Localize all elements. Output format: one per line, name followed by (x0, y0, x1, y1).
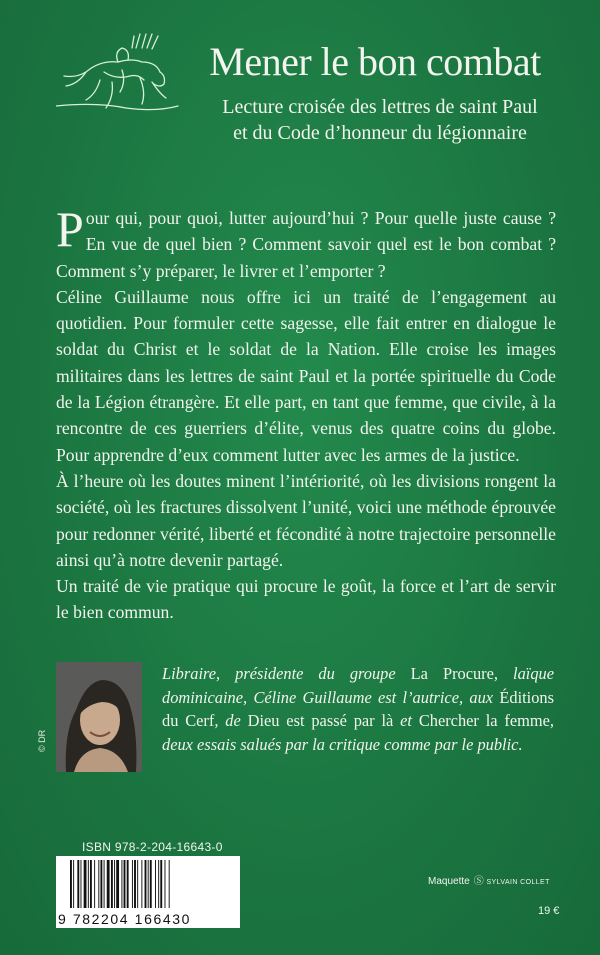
designer-credit (428, 872, 550, 887)
designer-logo-icon: Ⓢ (473, 876, 484, 887)
horseman-logo-icon (56, 32, 180, 120)
blurb-paragraph: Céline Guillaume nous offre ici un traité de l’engagement au quotidien. Pour formuler cette sagesse, elle fait entrer en dialogue le soldat du Christ et le soldat de la Nation. Elle croise les images militaires dans les lettres de saint Paul et la portée spirituelle du Code de la Légion étrangère. Et elle part, en tant que femme, que civile, à la rencontre de ces guerriers d’élite, venus des quatre coins du globe. Pour apprendre d’eux comment lutter avec les armes de la justice. (56, 286, 556, 465)
author-photo (56, 662, 142, 772)
photo-credit: © DR (37, 729, 47, 752)
author-bio: Libraire, présidente du groupe La Procure, laïque dominicaine, Céline Guillaume est l’autrice, aux Éditions du Cerf, de Dieu est passé par là et Chercher la femme, deux essais salués par la critique comme par le public. (162, 664, 554, 754)
book-subtitle (170, 94, 590, 146)
dropcap: P (56, 201, 84, 257)
blurb-paragraph: Un traité de vie pratique qui procure le goût, la force et l’art de servir le bien commun. (56, 576, 556, 623)
back-cover-blurb (56, 201, 556, 626)
price: 19 € (538, 905, 560, 917)
barcode (56, 856, 240, 928)
book-title: Mener le bon combat (209, 39, 541, 84)
maquette-label: Maquette (428, 876, 470, 887)
barcode-bars (56, 856, 240, 912)
barcode-digits: 9 782204 166430 (58, 911, 191, 927)
blurb-paragraph: À l’heure où les doutes minent l’intériorité, où les divisions rongent la société, où les fractures dissolvent l’unité, voici une méthode éprouvée pour redonner vérité, liberté et fécondité à notre trajectoire personnelle ainsi qu’à notre devenir partagé. (56, 470, 556, 570)
designer-name: SYLVAIN COLLET (486, 879, 550, 886)
subtitle-line-2: et du Code d’honneur du légionnaire (233, 122, 527, 144)
subtitle-line-1: Lecture croisée des lettres de saint Paul (222, 96, 538, 118)
blurb-paragraph: Pour qui, pour quoi, lutter aujourd’hui ? Pour quelle juste cause ? En vue de quel bien ? Comment savoir quel est le bon combat ? Comment s’y préparer, le livrer et l’emporter ? (56, 201, 556, 281)
isbn-label: ISBN 978-2-204-16643-0 (82, 840, 223, 854)
